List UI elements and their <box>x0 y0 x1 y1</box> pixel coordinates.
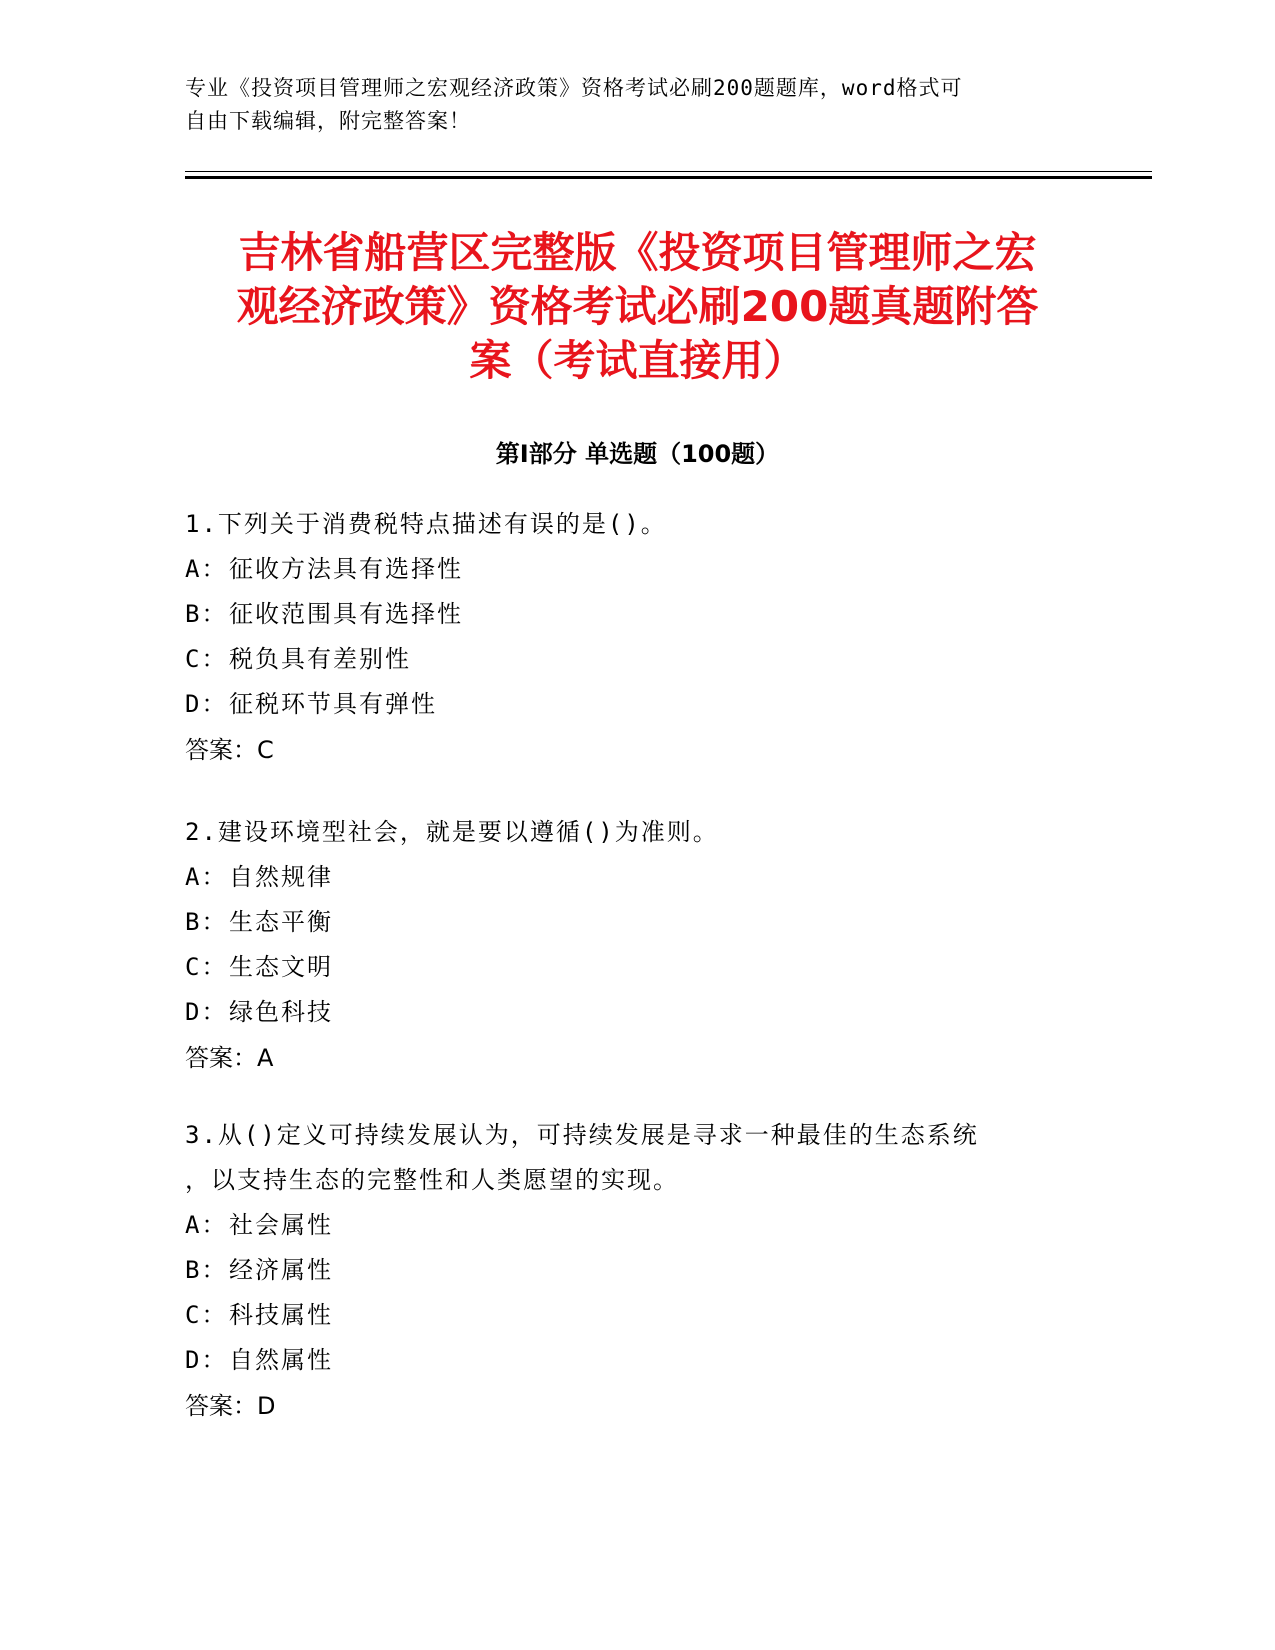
header-note-line: 专业《投资项目管理师之宏观经济政策》资格考试必刷200题题库，word格式可 <box>185 76 963 100</box>
answer-line: 答案：A <box>185 1044 274 1072</box>
option-letter: D： <box>185 998 228 1026</box>
option-d <box>185 682 1065 727</box>
question-3 <box>185 1113 1065 1429</box>
option-d <box>185 990 1065 1035</box>
option-letter: A： <box>185 555 228 583</box>
option-letter: B： <box>185 908 228 936</box>
question-stem: 2.建设环境型社会，就是要以遵循()为准则。 <box>185 818 719 846</box>
section-heading: 第Ⅰ部分 单选题（100题） <box>495 440 780 468</box>
option-text: 自然规律 <box>229 863 333 891</box>
option-b <box>185 592 1065 637</box>
document-title <box>185 226 1090 388</box>
option-letter: C： <box>185 953 228 981</box>
option-c <box>185 1293 1065 1338</box>
option-letter: B： <box>185 1256 228 1284</box>
question-stem: 1.下列关于消费税特点描述有误的是()。 <box>185 510 667 538</box>
answer-line: 答案：D <box>185 1392 276 1420</box>
option-text: 征税环节具有弹性 <box>229 690 437 718</box>
option-text: 生态平衡 <box>229 908 333 936</box>
option-c <box>185 945 1065 990</box>
option-letter: D： <box>185 1346 228 1374</box>
option-letter: D： <box>185 690 228 718</box>
title-line: 观经济政策》资格考试必刷200题真题附答 <box>236 282 1039 331</box>
option-text: 社会属性 <box>229 1211 333 1239</box>
title-line: 吉林省船营区完整版《投资项目管理师之宏 <box>238 228 1037 277</box>
option-text: 经济属性 <box>229 1256 333 1284</box>
option-a <box>185 1203 1065 1248</box>
header-note-line: 自由下载编辑，附完整答案！ <box>185 109 471 133</box>
option-d <box>185 1338 1065 1383</box>
option-letter: C： <box>185 645 228 673</box>
question-stem: 3.从()定义可持续发展认为，可持续发展是寻求一种最佳的生态系统 <box>185 1121 979 1149</box>
option-text: 征收范围具有选择性 <box>229 600 463 628</box>
title-line: 案（考试直接用） <box>469 336 806 385</box>
option-text: 征收方法具有选择性 <box>229 555 463 583</box>
option-text: 自然属性 <box>229 1346 333 1374</box>
header-note <box>185 72 1065 138</box>
option-letter: B： <box>185 600 228 628</box>
option-text: 科技属性 <box>229 1301 333 1329</box>
header-divider-thick <box>185 176 1152 179</box>
option-a <box>185 855 1065 900</box>
question-stem-continued: ，以支持生态的完整性和人类愿望的实现。 <box>185 1166 679 1194</box>
option-b <box>185 900 1065 945</box>
header-divider-thin <box>185 171 1152 172</box>
answer-line: 答案：C <box>185 736 274 764</box>
option-b <box>185 1248 1065 1293</box>
option-letter: C： <box>185 1301 228 1329</box>
option-text: 绿色科技 <box>229 998 333 1026</box>
option-c <box>185 637 1065 682</box>
option-text: 生态文明 <box>229 953 333 981</box>
question-1 <box>185 502 1065 773</box>
option-text: 税负具有差别性 <box>229 645 411 673</box>
question-2 <box>185 810 1065 1081</box>
option-letter: A： <box>185 863 228 891</box>
option-letter: A： <box>185 1211 228 1239</box>
option-a <box>185 547 1065 592</box>
